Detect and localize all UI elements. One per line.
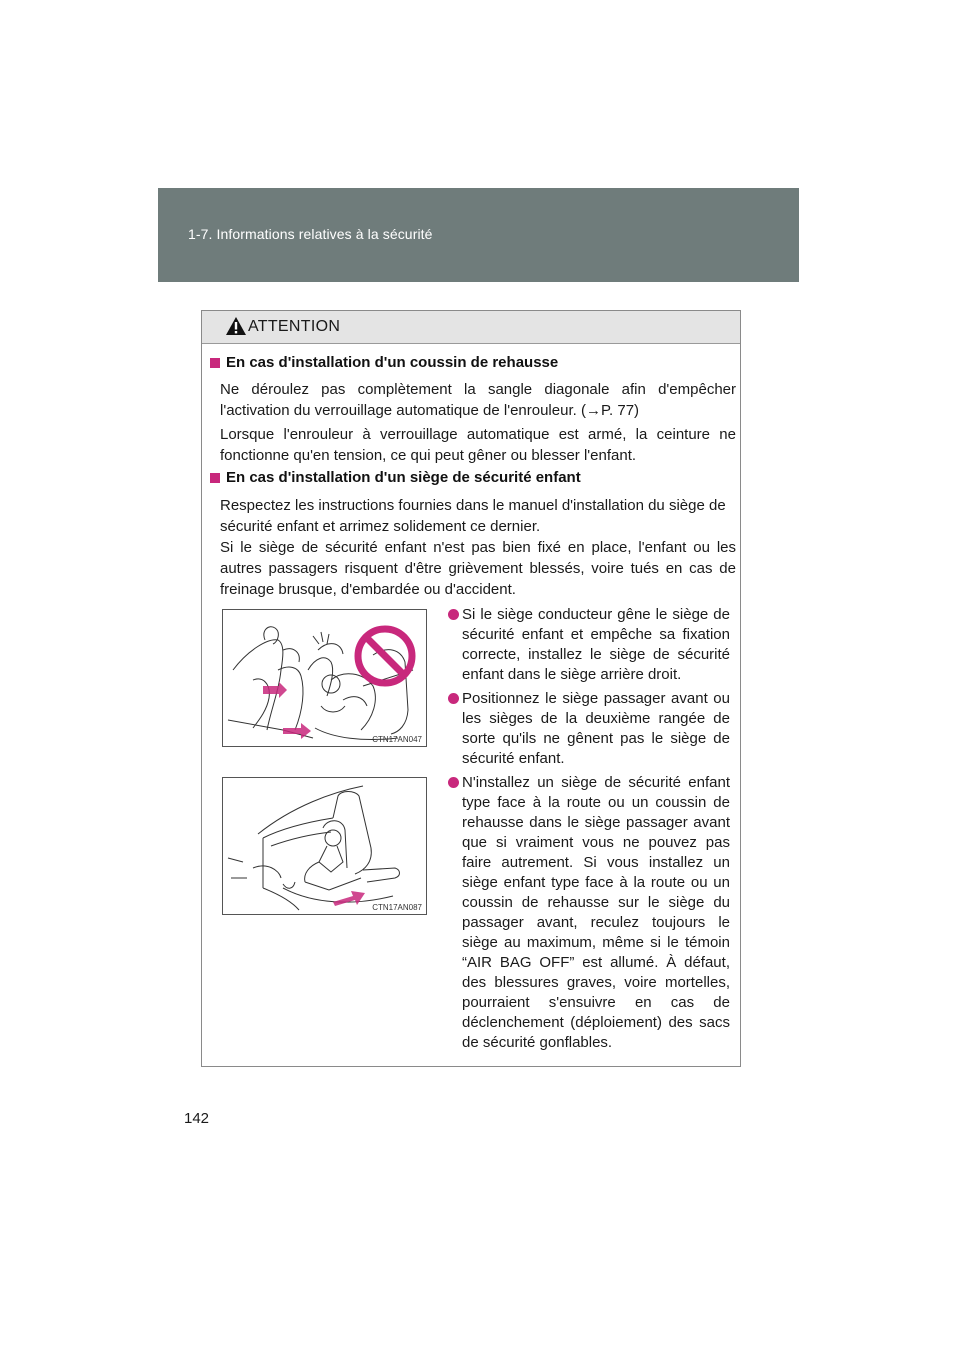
attention-header (202, 311, 740, 344)
text-line: siège enfant type face à la route ou un (462, 874, 730, 891)
warning-triangle-icon (225, 316, 247, 336)
round-bullet-icon (448, 609, 459, 620)
round-bullet-icon (448, 693, 459, 704)
text-line: Si le siège de sécurité enfant n'est pas bien fixé en place, l'enfant ou les (220, 539, 736, 556)
text-line: rehausse dans le siège passager avant (462, 814, 730, 831)
text-line: sorte qu'ils ne gênent pas le siège de (462, 730, 730, 747)
text-line: Ne déroulez pas complètement la sangle diagonale afin d'empêcher (220, 381, 736, 398)
text-line: sécurité enfant. (462, 750, 565, 767)
text-line: faire autrement. Si vous installez un (462, 854, 730, 871)
illustration-code: CTN17AN047 (372, 735, 422, 744)
attention-label: ATTENTION (248, 318, 341, 335)
text-line: passager avant, reculez toujours le (462, 914, 730, 931)
car-seat-illustration (223, 610, 426, 746)
attention-box (201, 310, 741, 1067)
text-line: sécurité enfant et arrimez solidement ce dernier. (220, 518, 541, 535)
section-title: 1-7. Informations relatives à la sécurité (188, 226, 433, 242)
text-line: fonctionne qu'en tension, ce qui peut gêner ou blesser l'enfant. (220, 447, 637, 464)
text-line: les sièges de la deuxième rangée de (462, 710, 730, 727)
section-heading-text: En cas d'installation d'un siège de sécurité enfant (226, 469, 581, 486)
text-line: type face à la route ou un coussin de (462, 794, 730, 811)
illustration-code: CTN17AN087 (372, 903, 422, 912)
round-bullet-icon (448, 777, 459, 788)
text-line: correcte, installez le siège de sécurité (462, 646, 730, 663)
text-line: “AIR BAG OFF” est allumé. À défaut, (462, 954, 730, 971)
text-line: sécurité enfant et empêche sa fixation (462, 626, 730, 643)
text-line: Positionnez le siège passager avant ou (462, 690, 730, 707)
paragraph-booster-1 (220, 379, 736, 421)
text-line: siège au maximum, même si le témoin (462, 934, 730, 951)
illustration-driver-seat-conflict (222, 609, 427, 747)
square-bullet-icon (210, 473, 220, 483)
text-line: Si le siège conducteur gêne le siège de (462, 606, 730, 623)
illustration-rear-child-seat (222, 777, 427, 915)
text-line: que si vraiment vous ne pouvez pas (462, 834, 730, 851)
text-line: des blessures graves, voire mortelles, (462, 974, 730, 991)
page-number: 142 (184, 1110, 210, 1127)
text-line: autres passagers risquent d'être grièvement blessés, voire tués en cas de (220, 560, 736, 577)
text-line: Respectez les instructions fournies dans le manuel d'installation du siège de (220, 497, 726, 514)
square-bullet-icon (210, 358, 220, 368)
paragraph-child-seat (220, 495, 736, 600)
text-line: N'installez un siège de sécurité enfant (462, 774, 730, 791)
text-line: pourraient s'ensuivre en cas de (462, 994, 730, 1011)
bullet-passenger-seat (448, 689, 730, 769)
text-line: freinage brusque, d'embardée ou d'accident. (220, 581, 516, 598)
text-line: Lorsque l'enrouleur à verrouillage automatique est armé, la ceinture ne (220, 426, 736, 443)
paragraph-booster-2 (220, 424, 736, 466)
section-heading-text: En cas d'installation d'un coussin de rehausse (226, 354, 559, 371)
text-line: déclenchement (déploiement) des sacs (462, 1014, 730, 1031)
text-line: de sécurité gonflables. (462, 1034, 613, 1051)
text-line: l'activation du verrouillage automatique de l'enrouleur. (→P. 77) (220, 402, 640, 419)
bullet-driver-seat (448, 605, 730, 685)
text-line: enfant dans le siège arrière droit. (462, 666, 682, 683)
text-line: coussin de rehausse sur le siège du (462, 894, 730, 911)
section-heading-booster (210, 354, 558, 371)
child-seat-illustration (223, 778, 426, 914)
section-header-band (158, 188, 799, 282)
bullet-front-facing-seat (448, 773, 730, 1053)
section-heading-child-seat (210, 469, 581, 486)
